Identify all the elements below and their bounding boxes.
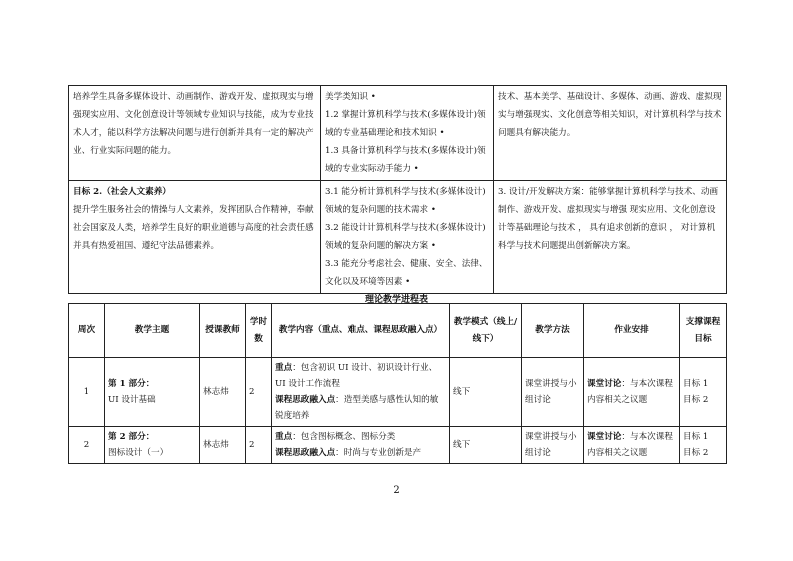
header-topic: 教学主题: [105, 304, 200, 358]
topic-label: 第 1 部分：: [108, 379, 155, 389]
ideology-text: ：时尚与专业创新是产: [335, 448, 422, 458]
objectives-row-2: [69, 181, 727, 294]
mode-cell: 线下: [450, 427, 522, 464]
objectives-row-1: [69, 86, 727, 181]
key-text: ：包含初识 UI 设计、初识设计行业、UI 设计工作流程: [275, 363, 438, 389]
header-hours: 学时数: [246, 304, 272, 358]
indicator-list-1: [321, 86, 494, 181]
page-number: 2: [393, 485, 400, 496]
ideology-label: 课程思政融入点: [275, 448, 336, 458]
table-row: [69, 358, 727, 427]
week-cell: 1: [69, 358, 105, 427]
topic-name: 图标设计（一）: [108, 448, 169, 458]
hours-cell: 2: [246, 427, 272, 464]
objective-2-description: 提升学生服务社会的情操与人文素养，发挥团队合作精神，奉献社会国家及人类，培养学生良好的职业道德与高度的社会责任感并具有热爱祖国、遵纪守法品德素养。: [73, 205, 314, 251]
assignment-text: ：与本次课程内容相关之议题: [587, 432, 673, 458]
content-cell: [272, 358, 450, 427]
topic-name: UI 设计基础: [108, 395, 156, 405]
objective-2-title: 目标 2.（社会人文素养）: [73, 187, 171, 197]
objective-2-cell: [69, 181, 321, 294]
header-teacher: 授课教师: [200, 304, 246, 358]
header-content: 教学内容（重点、难点、课程思政融入点）: [272, 304, 450, 358]
header-method: 教学方法: [522, 304, 584, 358]
content-cell: [272, 427, 450, 464]
topic-label: 第 2 部分：: [108, 432, 155, 442]
header-mode: 教学模式（线上/线下）: [450, 304, 522, 358]
support-goal: 目标 1: [683, 432, 709, 442]
indicator-item: 3.2 能设计计算机科学与技术(多媒体设计)领域的复杂问题的解决方案 •: [325, 223, 486, 251]
indicator-item: 3.3 能充分考虑社会、健康、安全、法律、文化以及环境等因素 •: [325, 259, 488, 287]
support-cell: [680, 358, 727, 427]
schedule-title: 理论教学进程表: [364, 295, 428, 305]
indicator-item: 3.1 能分析计算机科学与技术(多媒体设计)领域的复杂问题的技术需求 •: [325, 187, 486, 215]
week-cell: 2: [69, 427, 105, 464]
key-label: 重点: [275, 363, 293, 373]
header-week: 周次: [69, 304, 105, 358]
support-goal: 目标 1: [683, 379, 709, 389]
key-text: ：包含图标概念、图标分类: [292, 432, 396, 442]
support-cell: [680, 427, 727, 464]
schedule-table: [68, 303, 727, 464]
graduate-requirement-2: 3. 设计/开发解决方案：能够掌握计算机科学与技术、动画制作、游戏开发、虚拟现实与增强 现实应用、文化创意设计等基础理论与技术 ， 具有追求创新的意识 ， 对计算机科学与技术问题提出创新解决方案。: [494, 181, 727, 294]
method-cell: 课堂讲授与小组讨论: [522, 358, 584, 427]
topic-cell: [105, 358, 200, 427]
indicator-list-2: [321, 181, 494, 294]
ideology-label: 课程思政融入点: [275, 395, 336, 405]
assignment-text: ：与本次课程内容相关之议题: [587, 379, 673, 405]
assignment-label: 课堂讨论: [587, 379, 622, 389]
graduate-requirement-1: 技术、基本美学、基础设计、多媒体、动画、游戏、虚拟现实与增强现实、文化创意等相关知识，对计算机科学与技术问题具有解决能力。: [494, 86, 727, 181]
table-row: [69, 427, 727, 464]
mode-cell: 线下: [450, 358, 522, 427]
objective-1-description: 培养学生具备多媒体设计、动画制作、游戏开发、虚拟现实与增强现实应用、文化创意设计等领域专业知识与技能，成为专业技术人才，能以科学方法解决问题与进行创新并具有一定的解决产业、行业实际问题的能力。: [69, 86, 321, 181]
topic-cell: [105, 427, 200, 464]
indicator-item: 1.2 掌握计算机科学与技术(多媒体设计)领域的专业基础理论和技术知识 •: [325, 110, 486, 138]
indicator-item: 美学类知识 •: [325, 92, 376, 102]
assignment-label: 课堂讨论: [587, 432, 622, 442]
method-cell: 课堂讲授与小组讨论: [522, 427, 584, 464]
key-label: 重点: [275, 432, 293, 442]
header-support: 支撑课程目标: [680, 304, 727, 358]
teacher-cell: 林志炜: [200, 427, 246, 464]
schedule-header-row: [69, 304, 727, 358]
indicator-item: 1.3 具备计算机科学与技术(多媒体设计)领域的专业实际动手能力 •: [325, 146, 486, 174]
hours-cell: 2: [246, 358, 272, 427]
support-goal: 目标 2: [683, 395, 709, 405]
header-assignment: 作业安排: [584, 304, 680, 358]
objectives-table: [68, 85, 727, 294]
support-goal: 目标 2: [683, 448, 709, 458]
ideology-text: ：造型美感与感性认知的敏锐度培养: [275, 395, 439, 421]
assignment-cell: [584, 358, 680, 427]
teacher-cell: 林志炜: [200, 358, 246, 427]
assignment-cell: [584, 427, 680, 464]
